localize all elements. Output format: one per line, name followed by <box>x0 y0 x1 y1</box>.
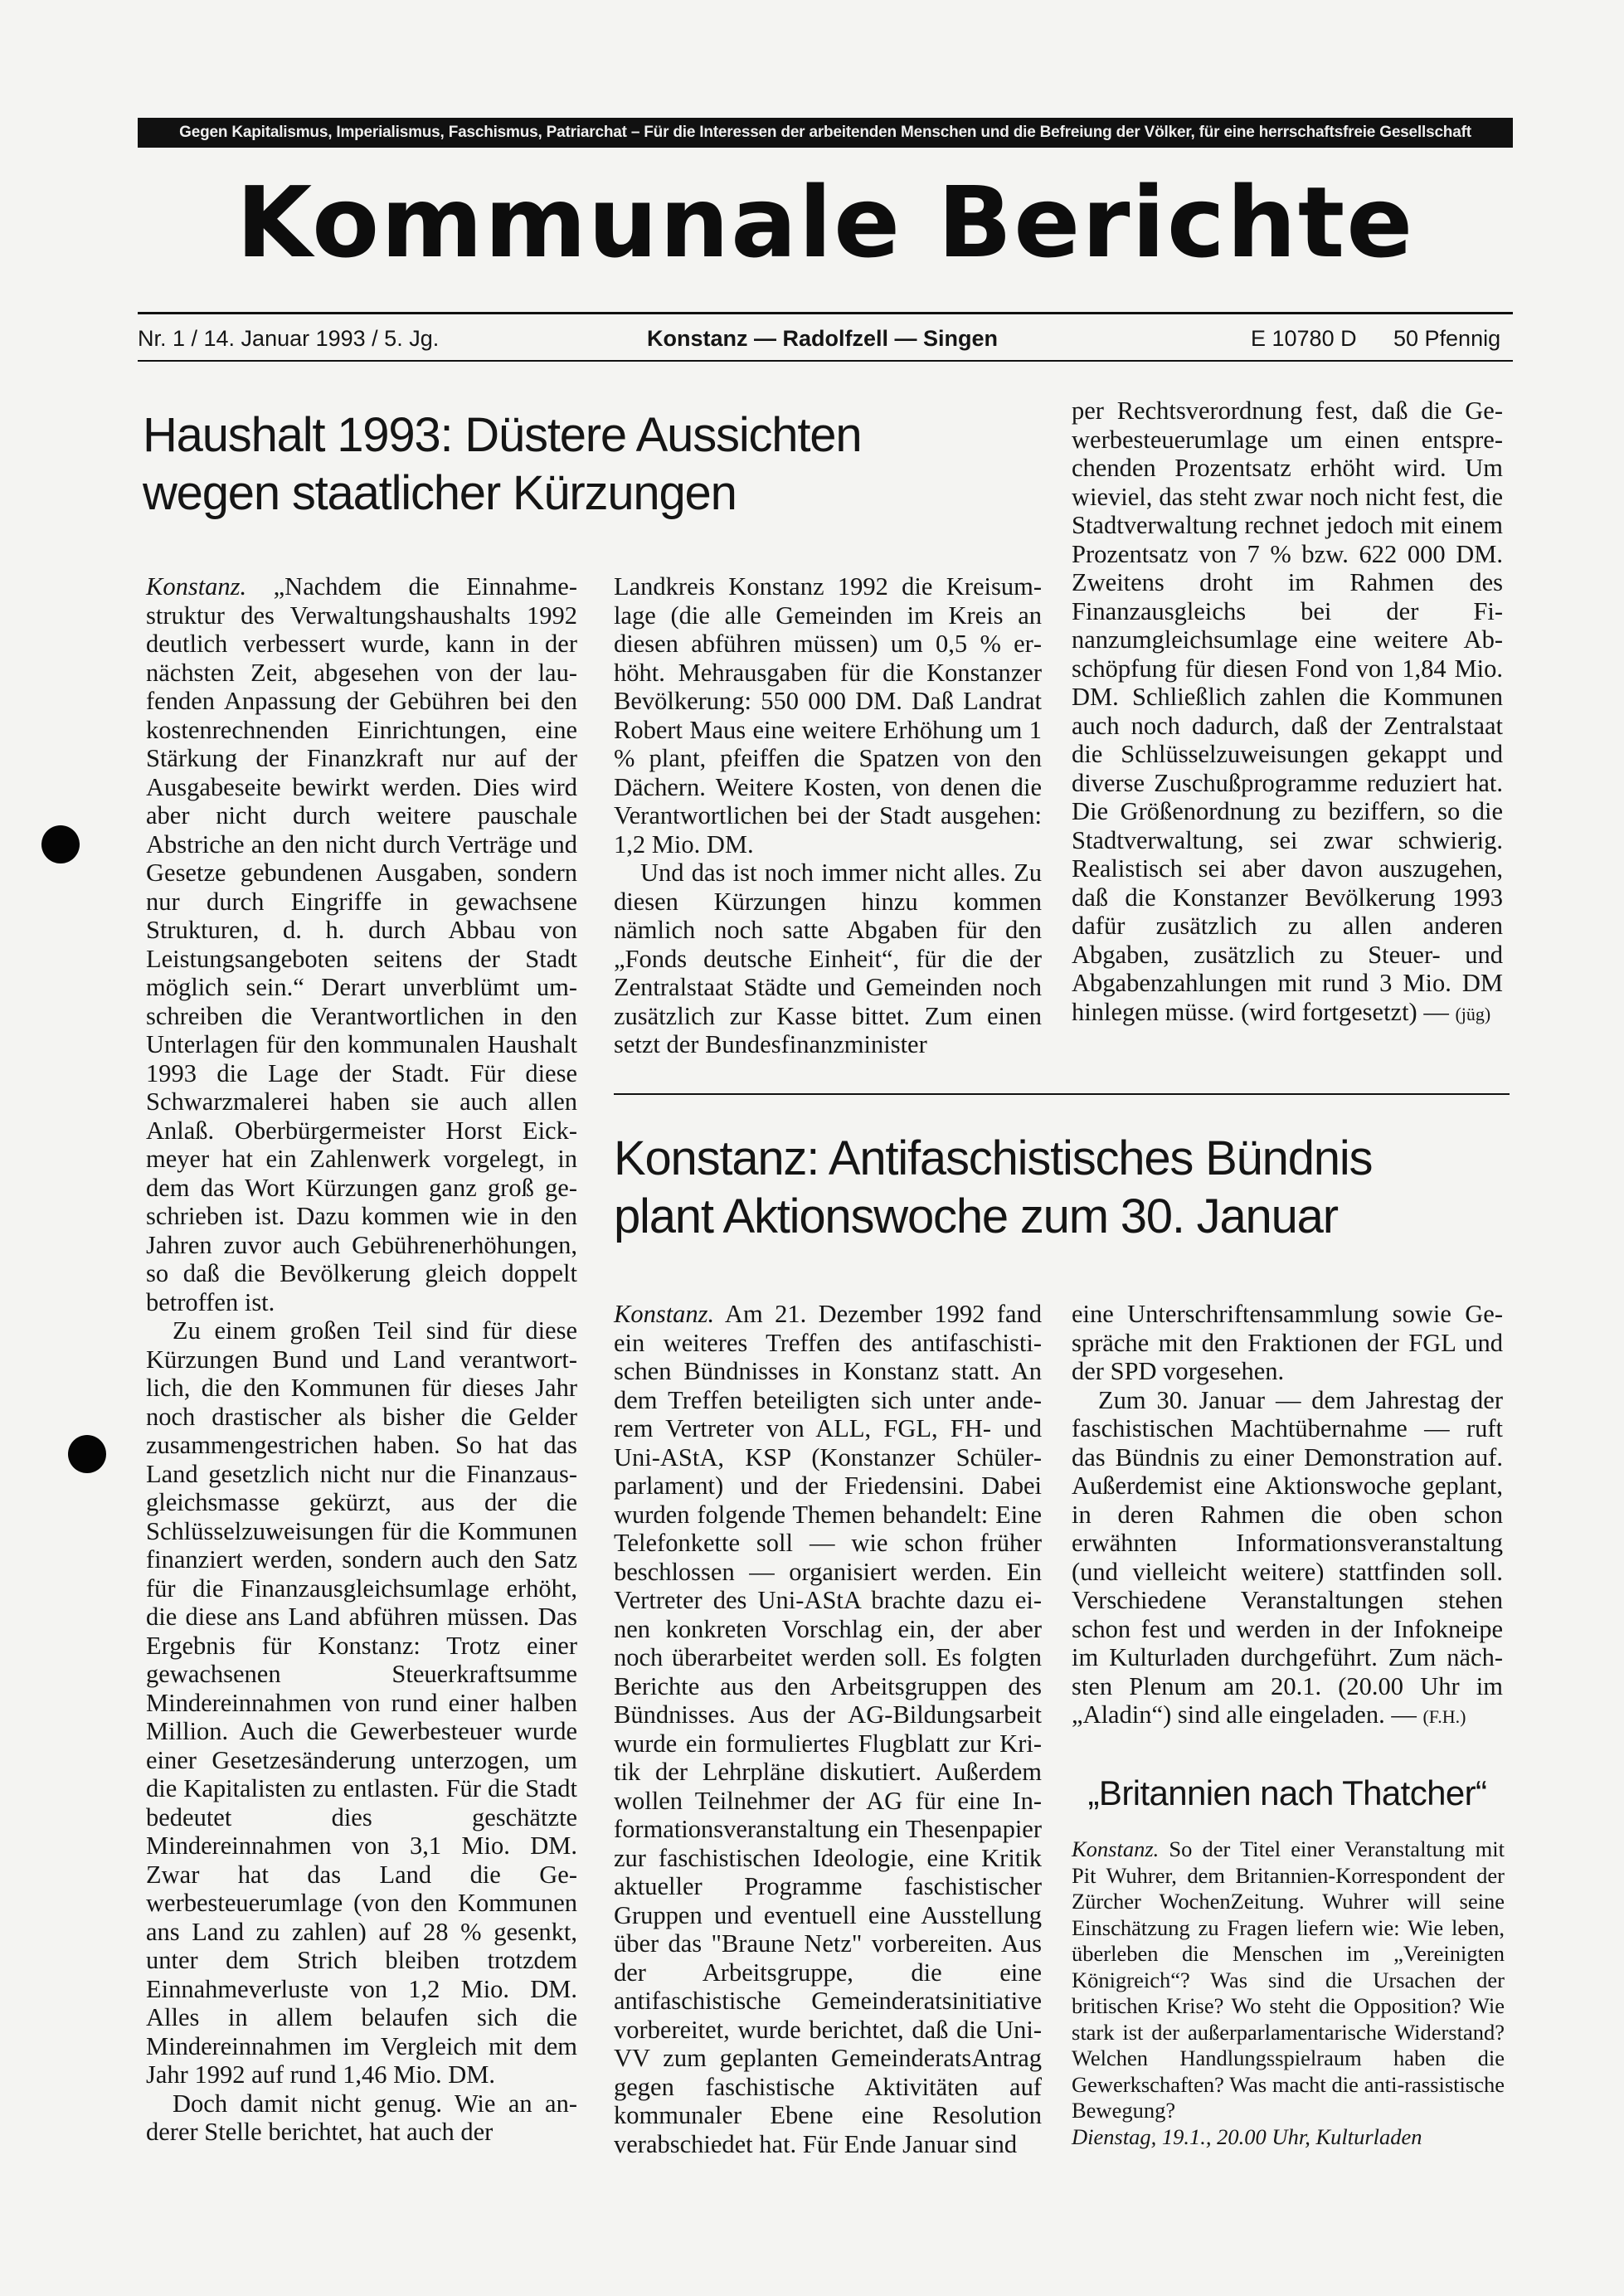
dateline: Konstanz. <box>146 572 247 601</box>
author-signature: (jüg) <box>1455 1003 1491 1024</box>
article3-title: „Britannien nach Thatcher“ <box>1087 1773 1487 1812</box>
article2-title-line1: Konstanz: Antifaschistisches Bündnis <box>614 1131 1373 1185</box>
section-rule <box>614 1093 1510 1095</box>
paragraph: „Nachdem die Einnahmestruktur des Verwaltungshaushalts 1992 deutlich verbessert wurde, kann in der nächsten Zeit, abgesehen von der laufenden Anpassung der Gebühren bei den kostenrechnenden Einrichtungen, eine Stärkung der Finanzkraft nur auf der Ausgabeseite bewirkt werden. Dies wird aber nicht durch weitere pauschale Abstriche an den nicht durch Verträge und Gesetze gebundenen Ausgaben, sondern nur durch Eingriffe in gewachsene Strukturen, d. h. durch Abbau von Leistungsangeboten seitens der Stadt möglich sein.“ Derart unverblümt umschreiben die Verantwortlichen in den Unterlagen für den kommunalen Haushalt 1993 die Lage der Stadt. Für diese Schwarzmalerei haben sie auch allen Anlaß. Oberbürgermeister Horst Eickmeyer hat ein Zahlenwerk vorgelegt, in dem das Wort Kürzungen ganz groß geschrieben ist. Dazu kommen wie in den Jahren zuvor auch Gebührenerhöhungen, so daß die Bevölkerung gleich doppelt betroffen ist. <box>146 572 577 1316</box>
punch-hole-top <box>41 825 80 863</box>
article2-column-2 <box>1072 1300 1503 1732</box>
article3-body <box>1072 1836 1505 2150</box>
issue-number: Nr. 1 / 14. Januar 1993 / 5. Jg. <box>138 326 440 351</box>
paragraph: eine Unterschriftensammlung sowie Gespräche mit den Fraktionen der FGL und der SPD vorgesehen. <box>1072 1300 1503 1385</box>
article3-headline <box>1072 1772 1503 1815</box>
price: 50 Pfennig <box>1393 326 1501 351</box>
article2-column-1 <box>614 1300 1042 2158</box>
article1-title-line1: Haushalt 1993: Düstere Aussichten <box>143 408 862 462</box>
paragraph: Zu einem großen Teil sind für diese Kürzungen Bund und Land verantwortlich, die den Kommunen für dieses Jahr noch drastischer als bisher die Gelder zusammengestrichen haben. So hat das Land gesetzlich nicht nur die Finanzausgleichsmasse gekürzt, aus der die Schlüsselzuweisungen für die Kommunen finanziert werden, sondern auch den Satz für die Finanzausgleichsumlage erhöht, die diese ans Land abführen müssen. Das Ergebnis für Konstanz: Trotz einer gewachsenen Steuerkraftsumme Mindereinnahmen von rund einer halben Million. Auch die Gewerbesteuer wurde einer Gesetzesänderung unterzogen, um die Kapitalisten zu entlasten. Für die Stadt bedeutet dies geschätzte Mindereinnahmen von 3,1 Mio. DM. Zwar hat das Land die Gewerbesteuerumlage (von den Kommunen ans Land zu zahlen) auf 28 % gesenkt, unter dem Strich bleiben trotzdem Einnahmeverluste von 1,2 Mio. DM. Alles in allem belaufen sich die Mindereinnahmen im Vergleich mit dem Jahr 1992 auf rund 1,46 Mio. DM. <box>146 1316 577 2089</box>
article1-column-3 <box>1072 396 1503 1029</box>
postal-code: E 10780 D <box>1251 326 1357 351</box>
paragraph: Und das ist noch immer nicht alles. Zu diesen Kürzungen hinzu kommen nämlich noch satte Abgaben für den „Fonds deutsche Einheit“, für die der Zentralstaat Städte und Gemeinden noch zusätzlich zur Kasse bittet. Zum einen setzt der Bundesfinanzminister <box>614 859 1042 1058</box>
paragraph: per Rechtsverordnung fest, daß die Gewerbesteuerumlage um einen entsprechenden Prozentsatz erhöht wird. Um wieviel, das steht zwar noch nicht fest, die Stadtverwaltung rechnet jedoch mit einem Prozentsatz von 7 % bzw. 622 000 DM. Zweitens droht im Rahmen des Finanzausgleichs bei der Finanzumgleichsumlage eine weitere Abschöpfung für diesen Fond von 1,84 Mio. DM. Schließlich zahlen die Kommunen auch noch dadurch, daß der Zentralstaat die Schlüsselzuweisungen gekappt und diverse Zuschußprogramme reduziert hat. Die Größenordnung zu beziffern, so die Stadtverwaltung, sei zwar schwierig. Realistisch sei aber davon auszugehen, daß die Konstanzer Bevölkerung 1993 dafür zusätzlich zu allen anderen Abgaben, zusätzlich zu Steuer- und Abgabenzahlungen mit rund 3 Mio. DM hinlegen müsse. (wird fortgesetzt) — <box>1072 396 1503 1026</box>
article1-column-2 <box>614 572 1042 1059</box>
paragraph: Am 21. Dezember 1992 fand ein weiteres Treffen des antifaschistischen Bündnisses in Konstanz statt. An dem Treffen beteiligten sich unter anderem Vertreter von ALL, FGL, FH- und Uni-AStA, KSP (Konstanzer Schülerparlament) und der Friedensini. Dabei wurden folgende Themen behandelt: Eine Telefonkette soll — wie schon früher beschlossen — organisiert werden. Ein Vertreter des Uni-AStA brachte dazu einen konkreten Vorschlag ein, der aber noch überarbeitet werden soll. Es folgten Berichte aus den Arbeitsgruppen des Bündnisses. Aus der AG-Bildungsarbeit wurde ein formuliertes Flugblatt zur Kritik der Lehrpläne diskutiert. Außerdem wollen Teilnehmer der AG für eine Informationsveranstaltung ein Thesenpapier zur faschistischen Ideologie, eine Kritik aktueller Programme faschistischer Gruppen und eventuell eine Ausstellung über das "Braune Netz" vorbereiten. Aus der Arbeitsgruppe, die eine antifaschistische Gemeinderatsinitiative vorbereitet, wurde berichtet, daß die Uni-VV zum geplanten GemeinderatsAntrag gegen faschistische Aktivitäten auf kommunaler Ebene eine Resolution verabschiedet hat. Für Ende Januar sind <box>614 1300 1042 2158</box>
masthead-title: Kommunale Berichte <box>236 165 1415 280</box>
paragraph: Landkreis Konstanz 1992 die Kreisumlage (die alle Gemeinden im Kreis an diesen abführen müssen) um 0,5 % erhöht. Mehrausgaben für die Konstanzer Bevölkerung: 550 000 DM. Daß Landrat Robert Maus eine weitere Erhöhung um 1 % plant, pfeiffen die Spatzen von den Dächern. Weitere Kosten, von denen die Verantwortlichen bei der Stadt ausgehen: 1,2 Mio. DM. <box>614 572 1042 859</box>
event-date: Dienstag, 19.1., 20.00 Uhr, Kulturladen <box>1072 2123 1422 2149</box>
article2-title-line2: plant Aktionswoche zum 30. Januar <box>614 1189 1338 1243</box>
edition-places: Konstanz — Radolfzell — Singen <box>647 326 999 351</box>
meta-rule <box>138 360 1513 362</box>
dateline: Konstanz. <box>1072 1836 1160 1861</box>
punch-hole-bottom <box>68 1435 106 1473</box>
dateline: Konstanz. <box>614 1300 715 1328</box>
slogan-banner: Gegen Kapitalismus, Imperialismus, Faschismus, Patriarchat – Für die Interessen der arbeitenden Menschen und die Befreiung der Völker, für eine herrschaftsfreie Gesellschaft <box>138 118 1513 148</box>
top-rule <box>138 312 1513 314</box>
paragraph: Zum 30. Januar — dem Jahrestag der faschistischen Machtübernahme — ruft das Bündnis zu einer Demonstration auf. Außerdemist eine Aktionswoche geplant, in deren Rahmen die oben schon erwähnten Informationsveranstaltung (und vielleicht weitere) stattfinden soll. Verschiedene Veranstaltungen stehen schon fest und werden in der Infokneipe im Kulturladen durchgeführt. Zum nächsten Plenum am 20.1. (20.00 Uhr im „Aladin“) sind alle eingeladen. — <box>1072 1385 1503 1729</box>
paragraph: So der Titel einer Veranstaltung mit Pit Wuhrer, dem Britannien-Korrespondent der Zürcher WochenZeitung. Wuhrer will seine Einschätzung zu Fragen liefern wie: Wie leben, überleben die Menschen im „Vereinigten Königreich“? Was sind die Ursachen der britischen Krise? Wo steht die Opposition? Wie stark ist der außerparlamentarische Widerstand? Welchen Handlungsspielraum haben die Gewerkschaften? Was macht die anti-rassistische Bewegung? <box>1072 1836 1505 2123</box>
article1-headline <box>143 406 1022 523</box>
article2-headline <box>614 1130 1510 1246</box>
article1-column-1 <box>146 572 577 2147</box>
article1-title-line2: wegen staatlicher Kürzungen <box>143 466 737 520</box>
paragraph: Doch damit nicht genug. Wie an anderer Stelle berichtet, hat auch der <box>146 2089 577 2146</box>
author-signature: (F.H.) <box>1422 1706 1466 1727</box>
